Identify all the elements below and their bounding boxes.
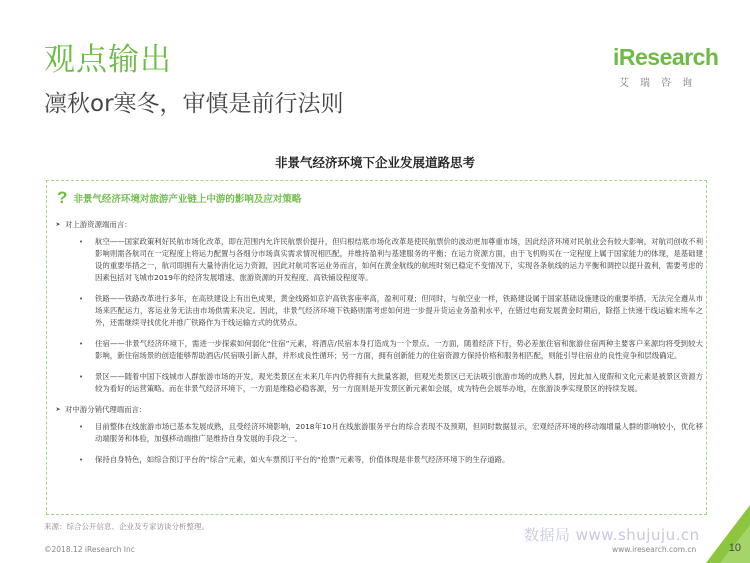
section-label: 对中游分销代理端而言：	[65, 405, 147, 414]
bullet-icon: •	[79, 340, 84, 348]
list-item-online-travel	[79, 421, 703, 445]
logo-chinese: 艾瑞咨询	[619, 78, 703, 89]
list-item-text: 保持自身特色，如综合预订平台的“综合”元素，如火车票预订平台的“抢票”元素等，价值体现是非景气经济环境下的生存道路。	[95, 455, 510, 464]
section-upstream	[51, 219, 703, 231]
section-heading: 非景气经济环境下企业发展道路思考	[274, 155, 475, 170]
bullet-icon: •	[79, 456, 84, 464]
arrow-bullet-icon: ➤	[55, 406, 61, 413]
website-link[interactable]: www.iresearch.com.cn	[612, 545, 697, 554]
list-item-railway	[79, 293, 703, 329]
analysis-content	[51, 219, 703, 475]
list-item-lodging	[79, 338, 703, 362]
question-mark-icon: ?	[57, 188, 68, 207]
list-item-text: 铁路——铁路改革进行多年，在高铁建设上有出色成果，黄金线路如京沪高铁客座率高，盈利可观；但同时，与航空业一样，铁路建设属于国家基础设施建设的重要举措，无法完全遵从市场来匹配运力，客运业务无法由市场供需来决定。因此，非景气经济环境下铁路则需考虑如何进一步提升货运业务盈利水平，在错过电商发展黄金时期后，除搭上快递干线运输末班车之外，还需继续寻找优化并推广铁路作为干线运输方式的优势点。	[95, 294, 703, 327]
list-item-differentiation	[79, 454, 703, 466]
source-note: 来源：综合公开信息、企业及专家访谈分析整理。	[44, 522, 209, 531]
list-item-text: 景区——随着中国下线城市人群旅游市场的开发，观光类景区在未来几年内仍将拥有大批量客源，但观光类景区已无法吸引旅游市场的成熟人群，因此加入度假和文化元素是被景区资源方较为看好的运营策略。而在非景气经济环境下，一方面是维稳必稳客源，另一方面则是开发景区新元素如会展，成为特色会展举办地，在旅游淡季实现景区的持续发展。	[95, 372, 703, 393]
logo-wordmark: iResearch	[613, 44, 719, 70]
box-header	[57, 189, 301, 206]
page-subtitle: 凛秋or寒冬，审慎是前行法则	[44, 91, 344, 117]
list-item-text: 航空——国家政策利好民航市场化改革，即在范围内允许民航票价提升，但归根结底市场化改革是使民航票价的波动更加尊重市场，因此经济环境对民航业会有较大影响，对航司创收不利影响则需各航司在一定程度上将运力配置与各细分市场真实需求情况相匹配，并维持盈利与基建服务的平衡；在运力资源方面，由于飞机购买在一定程度上属于国家能力的体现，是基础建设的重要举措之一，航司即拥有大量待消化运力资源，因此对航司客运业务而言，如何在黄金航线的航班时刻已稳定不变情况下，实现各条航线的运力平衡和调控以提升盈利，需要考虑的因素包括对飞城市2019年的经济发展增速、旅游资源的开发程度、高铁铺设程度等。	[95, 237, 703, 282]
section-midstream	[51, 404, 703, 416]
copyright: ©2018.12 iResearch Inc	[44, 545, 135, 554]
box-header-label: 非景气经济环境对旅游产业链上中游的影响及应对策略	[73, 193, 302, 205]
list-item-text: 目前整体在线旅游市场已基本发展成熟，且受经济环境影响，2018年10月在线旅游服务平台的综合表现不及预期，但同时数据显示，宏观经济环境的移动端增量人群的影响较小，优化移动端服务和体验，加强移动端推广是维持自身发展的手段之一。	[95, 422, 703, 443]
watermark: 数据局 www.shujuju.cn	[524, 526, 700, 544]
list-item-text: 住宿——非景气经济环境下，需进一步探索如何弱化“住宿”元素，将酒店/民宿本身打造成为一个景点。一方面，随着经济下行，势必差旅住宿和旅游住宿两种主要客户来源均将受到较大影响，新住宿场景的创造能够帮助酒店/民宿吸引新人群，并形成良性循环；另一方面，拥有创新能力的住宿资源方保持价格和服务相匹配，则能引导住宿业的良性竞争和层级确定。	[95, 339, 703, 360]
bullet-icon: •	[79, 295, 84, 303]
section-label: 对上游资源端而言：	[65, 220, 132, 229]
bullet-icon: •	[79, 373, 84, 381]
page-title: 观点输出	[44, 42, 172, 78]
iresearch-logo	[613, 40, 719, 92]
bullet-icon: •	[79, 238, 84, 246]
page-number: 10	[728, 542, 741, 554]
analysis-box	[46, 180, 707, 515]
bullet-icon: •	[79, 423, 84, 431]
list-item-aviation	[79, 236, 703, 284]
arrow-bullet-icon: ➤	[55, 221, 61, 228]
list-item-scenic	[79, 371, 703, 395]
corner-decoration	[706, 505, 750, 563]
